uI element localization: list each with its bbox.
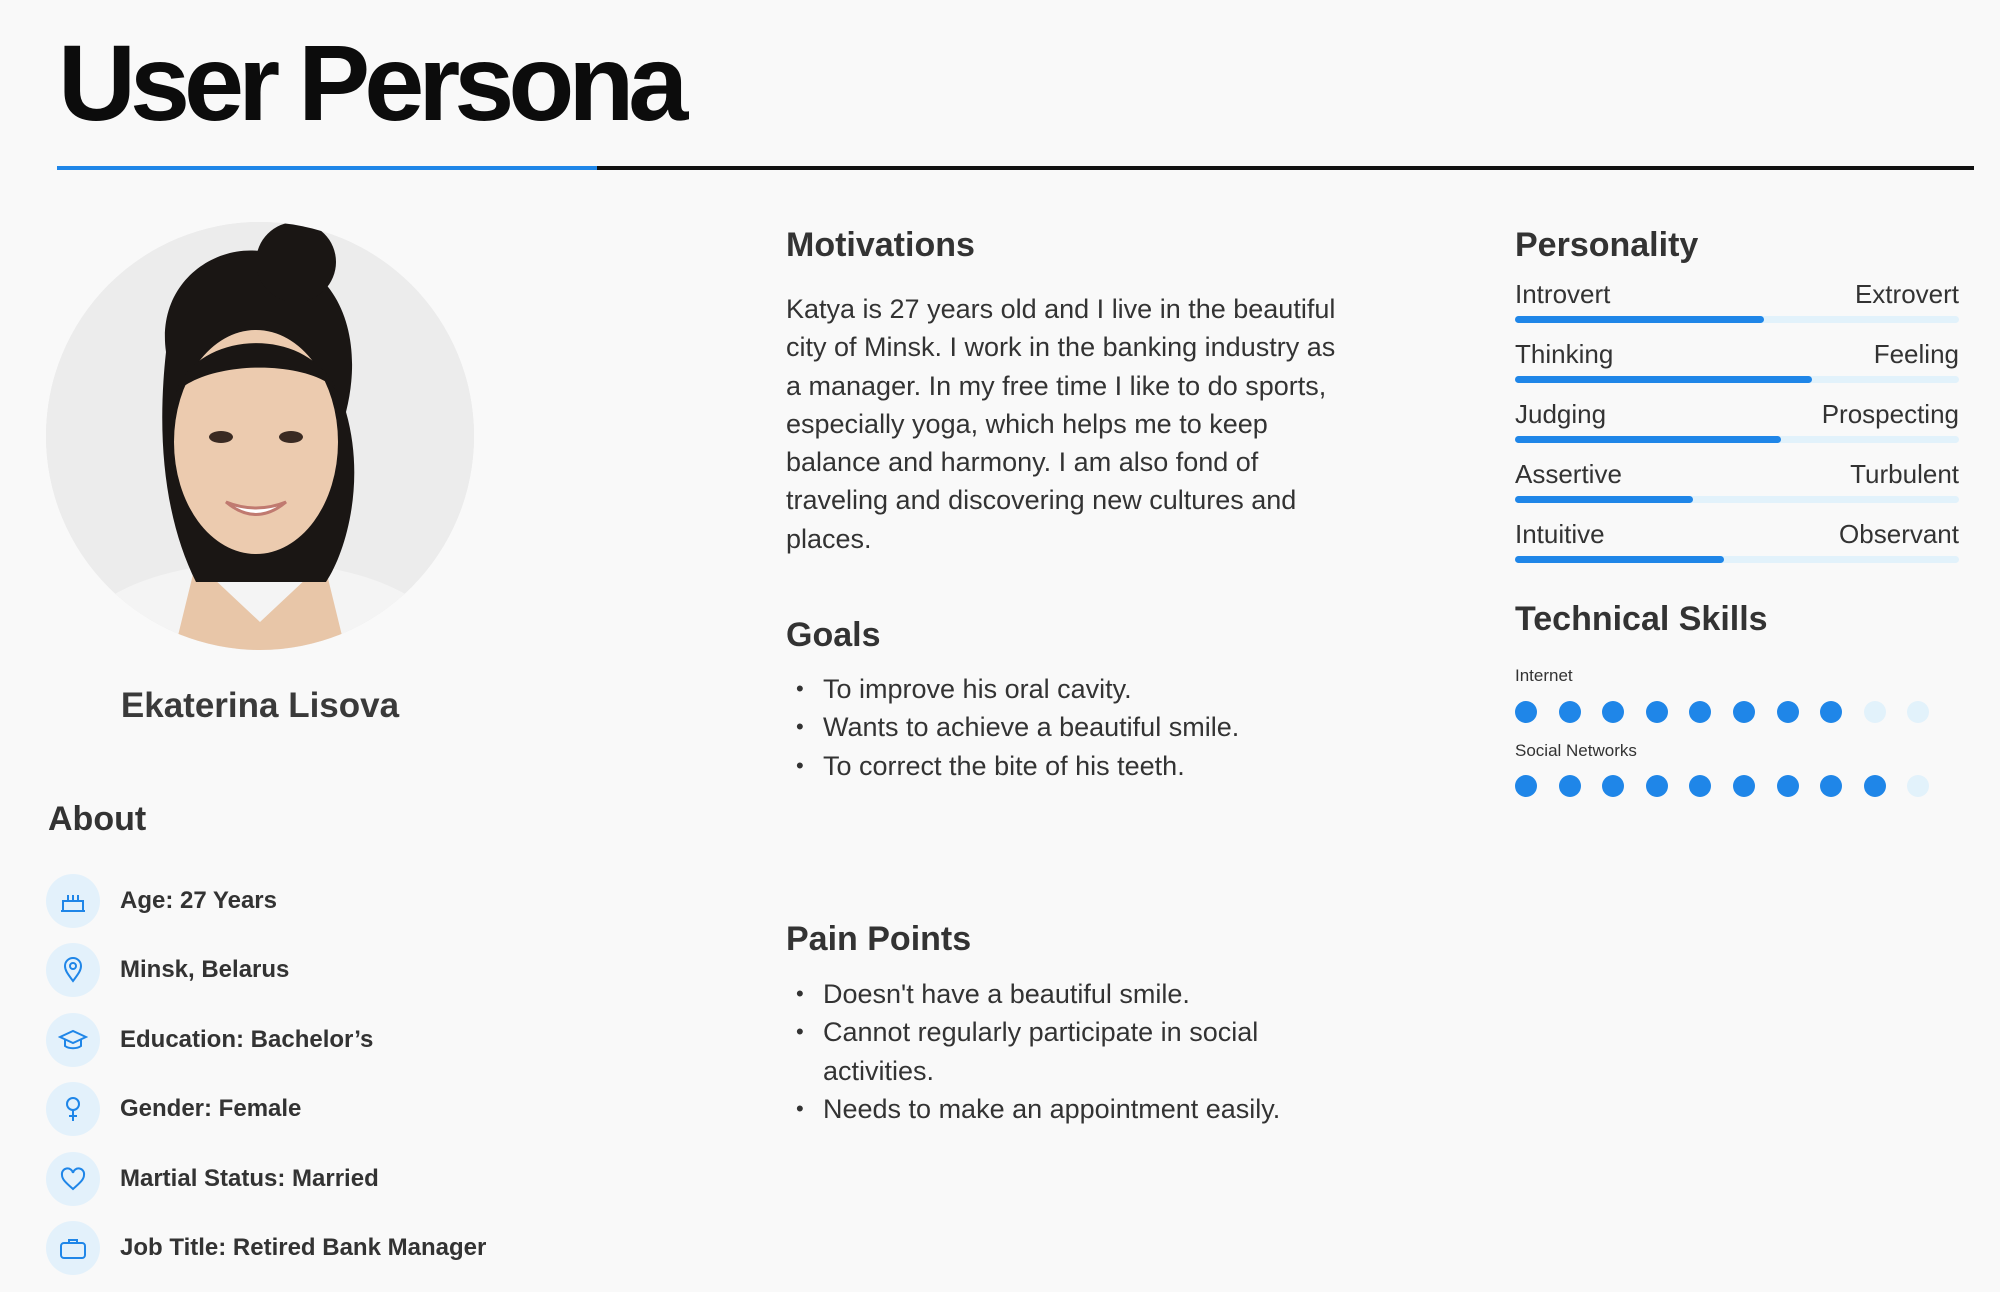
skill-dot-filled: [1777, 701, 1799, 723]
about-title: About: [48, 800, 147, 838]
about-education: Education: Bachelor’s: [120, 1025, 374, 1053]
motivations-title: Motivations: [786, 226, 975, 264]
skill-dot-empty: [1907, 775, 1929, 797]
title-underline: [597, 166, 1974, 170]
skill-dot-filled: [1515, 775, 1537, 797]
skill-dot-filled: [1733, 775, 1755, 797]
scale-fill: [1515, 556, 1724, 563]
scale-track: [1515, 376, 1959, 383]
scale-fill: [1515, 376, 1812, 383]
list-item: • To correct the bite of his teeth.: [796, 747, 1296, 785]
personality-scale: [1515, 276, 1959, 336]
about-location: Minsk, Belarus: [120, 956, 290, 984]
about-item-gender: [46, 1075, 486, 1145]
scale-left-label: Assertive: [1515, 459, 1622, 489]
list-item: • Needs to make an appointment easily.: [796, 1090, 1296, 1128]
personality-scale: [1515, 456, 1959, 516]
scale-right-label: Extrovert: [1854, 279, 1959, 309]
motivations-text: Katya is 27 years old and I live in the beautiful city of Minsk. I work in the banking industry as a manager. In my free time I like to do sports, especially yoga, which helps me to keep balance and harmony. I am also fond of traveling and discovering new cultures and places.: [786, 294, 1336, 554]
about-age: Age: 27 Years: [120, 886, 277, 914]
skill-dot-filled: [1646, 701, 1668, 723]
skill-rating-social-networks: [1515, 775, 1951, 797]
list-item: • To improve his oral cavity.: [796, 670, 1296, 708]
heart-icon: [46, 1152, 100, 1206]
scale-right-label: Feeling: [1873, 339, 1959, 369]
skill-dot-empty: [1864, 701, 1886, 723]
skill-dot-filled: [1864, 775, 1886, 797]
skill-dot-filled: [1820, 701, 1842, 723]
page-title: User Persona: [58, 22, 683, 143]
skill-rating-internet: [1515, 701, 1951, 723]
skill-dot-filled: [1733, 701, 1755, 723]
about-item-location: [46, 936, 486, 1006]
cake-icon: [46, 874, 100, 928]
scale-fill: [1515, 496, 1693, 503]
about-marital-status: Martial Status: Married: [120, 1164, 379, 1192]
about-list: [46, 866, 486, 1283]
list-item: • Doesn't have a beautiful smile.: [796, 975, 1296, 1013]
scale-right-label: Prospecting: [1821, 399, 1959, 429]
graduation-cap-icon: [46, 1013, 100, 1067]
personality-scales: [1515, 276, 1959, 576]
scale-left-label: Judging: [1515, 399, 1607, 429]
skill-dot-filled: [1602, 701, 1624, 723]
skill-dot-filled: [1646, 775, 1668, 797]
list-item: • Cannot regularly participate in social activities.: [796, 1013, 1296, 1090]
scale-fill: [1515, 436, 1781, 443]
skill-label-internet: Internet: [1515, 666, 1573, 685]
scale-track: [1515, 316, 1959, 323]
skill-dot-empty: [1907, 701, 1929, 723]
about-job-title: Job Title: Retired Bank Manager: [120, 1234, 487, 1262]
skill-dot-filled: [1820, 775, 1842, 797]
scale-right-label: Observant: [1839, 519, 1959, 549]
skill-dot-filled: [1559, 701, 1581, 723]
about-item-marital: [46, 1144, 486, 1214]
scale-track: [1515, 556, 1959, 563]
location-pin-icon: [46, 943, 100, 997]
skill-dot-filled: [1689, 701, 1711, 723]
persona-name: Ekaterina Lisova: [120, 686, 400, 725]
title-underline-accent: [57, 166, 597, 170]
gender-female-icon: [46, 1082, 100, 1136]
scale-left-label: Thinking: [1515, 339, 1614, 369]
skill-dot-filled: [1515, 701, 1537, 723]
scale-fill: [1515, 316, 1764, 323]
about-item-education: [46, 1005, 486, 1075]
scale-track: [1515, 436, 1959, 443]
scale-left-label: Intuitive: [1515, 519, 1605, 549]
goals-title: Goals: [786, 616, 881, 654]
personality-scale: [1515, 516, 1959, 576]
goals-list: [796, 670, 1296, 785]
technical-skills-title: Technical Skills: [1515, 600, 1768, 638]
skill-dot-filled: [1689, 775, 1711, 797]
scale-left-label: Introvert: [1515, 279, 1611, 309]
about-item-age: [46, 866, 486, 936]
about-item-job: [46, 1214, 486, 1284]
briefcase-icon: [46, 1221, 100, 1275]
pain-points-list: [796, 975, 1296, 1128]
skill-label-social-networks: Social Networks: [1515, 741, 1637, 760]
skill-dot-filled: [1602, 775, 1624, 797]
scale-track: [1515, 496, 1959, 503]
skill-dot-filled: [1777, 775, 1799, 797]
scale-right-label: Turbulent: [1850, 459, 1959, 489]
persona-photo: [46, 222, 474, 650]
personality-scale: [1515, 396, 1959, 456]
personality-title: Personality: [1515, 226, 1699, 264]
pain-points-title: Pain Points: [786, 920, 972, 958]
about-gender: Gender: Female: [120, 1095, 302, 1123]
personality-scale: [1515, 336, 1959, 396]
skill-dot-filled: [1559, 775, 1581, 797]
list-item: • Wants to achieve a beautiful smile.: [796, 708, 1296, 746]
